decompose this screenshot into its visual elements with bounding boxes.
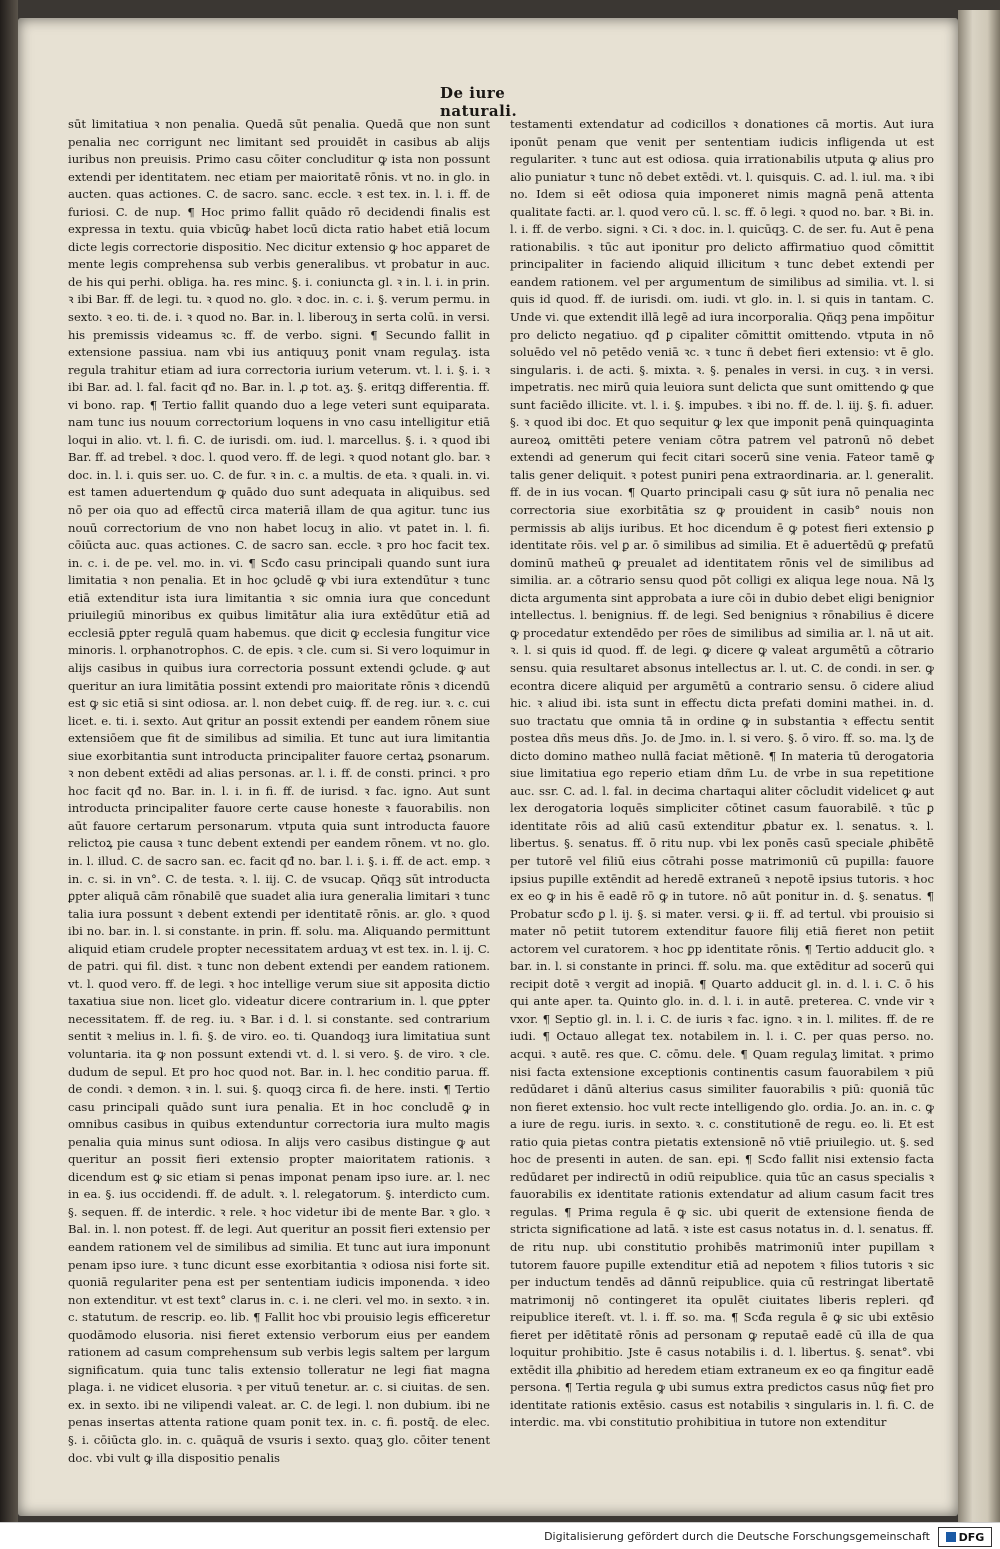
next-page-edge	[958, 10, 1000, 1522]
funding-credit: Digitalisierung gefördert durch die Deutsche Forschungsgemeinschaft	[544, 1530, 930, 1543]
left-column-text: sūt limitatiua ꝛ non penalia. Quedā sūt penalia. Quedā que non sunt penalia nec corrigunt nec limitant sed prouidēt in casibus ab alijs iuribus non preuisis. Primo casu cōiter concluditur ꝙ ista non possunt extendi per identitatem. nec etiam per maioritatē rōnis. vt no. in glo. in aucten. quas actiones. C. de sacro. sanc. eccle. ꝛ est tex. in. l. i. ff. de furiosi. C. de nup. ¶ Hoc primo fallit quādo rō decidendi finalis est expressa in textu. quia vbicūꝙ habet locū dicta ratio habet etiā locum dicte legis correctorie dispositio. Nec dicitur extensio ꝙ hoc apparet de mente legis comprehensa sub verbis generalibus. vt probatur in auc. de his qui perhi. obliga. ha. res minc. §. i. coniuncta gl. ꝛ in. l. i. in prin. ꝛ ibi Bar. ff. de legi. tu. ꝛ quod no. glo. ꝛ doc. in. c. i. §. verum permu. in sexto. ꝛ eo. ti. de. i. ꝛ quod no. Bar. in. l. liberouʒ in serta colū. in versi. his premissis videamus ꝛc. ff. de verbo. signi. ¶ Secundo fallit in extensione passiua. nam vbi ius antiquuʒ ponit vnam regulaʒ. ista regula trahitur etiam ad iura correctoria iurium veterum. vt. l. i. §. i. ꝛ ibi Bar. ad. l. fal. facit qđ no. Bar. in. l. ꝓ tot. aʒ. §. eritqꝫ differentia. ff. vi bono. rap. ¶ Tertio fallit quando duo a lege veteri sunt equiparata. nam tunc ius nouum correctorium loquens in vno casu intelligitur etiā loqui in alio. vt. l. fi. C. de iurisdi. om. iud. l. marcellus. §. i. ꝛ quod ibi Bar. ff. ad trebel. ꝛ doc. l. quod vero. ff. de legi. ꝛ quod notant glo. bar. ꝛ doc. in. l. i. quis ser. uo. C. de fur. ꝛ in. c. a multis. de eta. ꝛ quali. in. vi. est tamen aduertendum ꝙ quādo duo sunt adequata in aliquibus. sed nō per oia quo ad effectū circa materiā illam de qua agitur. tunc ius nouū correctorium de vno non habet locuʒ in alio. vt patet in. l. fi. cōiūcta auc. quas actiones. C. de sacro san. eccle. ꝛ pro hoc facit tex. in. c. i. de pe. vel. mo. in. vi. ¶ Scđo casu principali quando sunt iura limitatia ꝛ non penalia. Et in hoc ꝯcludē ꝙ vbi iura extendūtur ꝛ tunc etiā extenditur ista iura limitantia ꝛ sic omnia iura que concedunt priuilegiū minoribus ex quibus limitātur alia iura extēdūtur etiā ad ecclesiā ꝑpter regulā quam habemus. que dicit ꝙ ecclesia fungitur vice minoris. l. orphanotrophos. C. de epis. ꝛ cle. cum si. Si vero loquimur in alijs casibus in quibus iura correctoria possunt extendi ꝯclude. ꝙ aut queritur an iura limitātia possint extendi pro maioritate rōnis ꝛ dicendū est ꝙ sic etiā si sint odiosa. ar. l. non debet cuiꝙ. ff. de reg. iur. ꝛ. c. cui licet. e. ti. i. sexto. Aut ꝗritur an possit extendi per eandem rōnem siue extensiōem que fit de similibus ad similia. Et tunc aut iura limitantia siue exorbitantia sunt introducta principaliter fauore certaꝝ ꝑsonarum. ꝛ non debent extēdi ad alias personas. ar. l. i. ff. de consti. princi. ꝛ pro hoc facit qđ no. Bar. in. l. i. in fi. ff. de iurisd. ꝛ fac. igno. Aut sunt introducta principaliter fauore certe cause honeste ꝛ fauorabilis. non aūt fauore certarum personarum. vtputa quia sunt introducta fauore relictoꝝ pie causa ꝛ tunc debent extendi per eandem rōnem. vt no. glo. in. l. illud. C. de sacro san. ec. facit qđ no. bar. l. i. §. i. ff. de act. emp. ꝛ in. c. si. in vn°. C. de testa. ꝛ. l. iij. C. de vsucap. Qñqꝫ sūt introducta ꝑpter aliquā cām rōnabilē que suadet alia iura generalia limitari ꝛ tunc talia iura possunt ꝛ debent extendi per identitatē rōnis. ar. glo. ꝛ quod ibi no. bar. in. l. si constante. in prin. ff. solu. ma. Aliquando permittunt aliquid etiam crudele propter necessitatem arduaʒ vt est tex. in. l. ij. C. de patri. qui fil. dist. ꝛ tunc non debent extendi per eandem rationem. vt. l. quod vero. ff. de legi. ꝛ hoc intellige verum siue sit apposita dictio taxatiua siue non. licet glo. videatur dicere contrarium in. l. que ꝑpter necessitatem. ff. de reg. iu. ꝛ Bar. i d. l. si constante. sed contrarium sentit ꝛ melius in. l. fi. §. de viro. eo. ti. Quandoqꝫ iura limitatiua sunt voluntaria. ita ꝙ non possunt extendi vt. d. l. si vero. §. de viro. ꝛ cle. dudum de sepul. Et pro hoc quod not. Bar. in. l. hec conditio parua. ff. de condi. ꝛ demon. ꝛ in. l. sui. §. quoqꝫ circa fi. de here. insti. ¶ Tertio casu principali quādo sunt iura penalia. Et in hoc concludē ꝙ in omnibus casibus in quibus extenduntur correctoria iura multo magis penalia quia minus sunt odiosa. In alijs vero casibus distingue ꝙ aut queritur an possit fieri extensio propter maioritatem rationis. ꝛ dicendum est ꝙ sic etiam si penas imponat penam ipso iure. ar. l. nec in ea. §. ius occidendi. ff. de adult. ꝛ. l. relegatorum. §. interdicto cum. §. sequen. ff. de interdic. ꝛ rele. ꝛ hoc videtur ibi de mente Bar. ꝛ glo. ꝛ Bal. in. l. non potest. ff. de legi. Aut queritur an possit fieri extensio per eandem rationem vel de similibus ad similia. Et tunc aut iura imponunt penam ipso iure. ꝛ tunc dicunt esse exorbitantia ꝛ odiosa nisi forte sit. quoniā regulariter pena est per sententiam iudicis imponenda. ꝛ ideo non extenditur. vt est text° clarus in. c. i. ne cleri. vel mo. in sexto. ꝛ in. c. statutum. de rescrip. eo. lib. ¶ Fallit hoc vbi prouisio legis efficeretur quodāmodo elusoria. nisi fieret extensio verborum eius per eandem rationem ad casum comprehensum sub verbis legis saltem per largum significatum. quia tunc talis extensio tolleratur ne legi fiat magna plaga. i. ne vidicet elusoria. ꝛ per vituū tenetur. ar. c. si ciuitas. de sen. ex. in sexto. ibi ne vilipendi valeat. ar. C. de legi. l. non dubium. ibi ne penas insertas attenta ratione quam ponit tex. in. c. fi. postq̄. de elec. §. i. cōiūcta glo. in. c. quāquā de vsuris i sexto. quaʒ glo. cōiter tenent doc. vbi vult ꝙ illa dispositio penalis	[68, 117, 490, 1465]
dfg-logo	[938, 1527, 992, 1547]
footer-bar	[0, 1522, 1000, 1549]
running-head: De iure naturali.	[440, 84, 518, 120]
right-column-text: testamenti extendatur ad codicillos ꝛ donationes cā mortis. Aut iura iponūt penam que venit per sententiam iudicis infligenda ut est regulariter. ꝛ tunc aut est odiosa. quia irrationabilis utputa ꝙ alius pro alio puniatur ꝛ tunc nō debet extēdi. vt. l. quisquis. C. ad. l. iul. ma. ꝛ ibi no. Idem si eēt odiosa quia imponeret nimis magnā penā attenta qualitate facti. ar. l. quod vero cū. l. sc. ff. ō legi. ꝛ quod no. bar. ꝛ Bi. in. l. i. ff. de verbo. signi. ꝛ Ci. ꝛ doc. in. l. quicūqꝫ. C. de ser. fu. Aut ē pena rationabilis. ꝛ tūc aut iponitur pro delicto affirmatiuo quod cōmittit principaliter in faciendo aliquid illicitum ꝛ tunc debet extendi per eandem rationem. vel per argumentum de similibus ad similia. vt. l. si quis id quod. ff. de iurisdi. om. iudi. vt glo. in. l. si quis in tantam. C. Unde vi. que extendit illā legē ad iura incorporalia. Qñqꝫ pena impōitur pro delicto negatiuo. qđ ꝑ cipaliter cōmittit omittendo. vtputa in nō soluēdo vel nō petēdo veniā ꝛc. ꝛ tunc ñ debet fieri extensio: vt ē glo. singularis. i. de acti. §. mixta. ꝛ. §. penales in versi. in cuʒ. ꝛ in versi. impetratis. nec mirū quia leuiora sunt delicta que sunt omittendo ꝙ que sunt faciēdo illicite. vt. l. i. §. impubes. ꝛ ibi no. ff. de. l. iij. §. fi. aduer. §. ꝛ quod ibi doc. Et quo sequitur ꝙ lex que imponit penā quinquaginta aureoꝝ omittēti petere veniam cōtra patrem vel patronū nō debet extendi ad generum qui fecit citari socerū sine venia. Fateor tamē ꝙ talis gener deliquit. ꝛ potest puniri pena extraordinaria. ar. l. generalit. ff. de in ius vocan. ¶ Quarto principali casu ꝙ sūt iura nō penalia nec correctoria siue exorbitātia sz ꝙ prouident in casib° nouis non permissis ab alijs iuribus. Et hoc dicendum ē ꝙ potest fieri extensio ꝑ identitate rōis. vel ꝑ ar. ō similibus ad similia. Et ē aduertēdū ꝙ prefatū dominū matheū ꝙ preualet ad identitatem rōnis vel de similibus ad similia. ar. a cōtrario sensu quod pōt colligi ex aliqua lege noua. Nā lʒ dicta argumenta sint approbata a iure cōi in dubio debet eligi benignior intellectus. l. benignius. ff. de legi. Sed benignius ꝛ rōnabilius ē dicere ꝙ procedatur extendēdo per rōes de similibus ad similia ar. l. nā ut ait. ꝛ. l. si quis id quod. ff. de legi. ꝙ dicere ꝙ valeat argumētū a cōtrario sensu. quia resultaret absonus intellectus ar. l. ut. C. de condi. in ser. ꝙ econtra dicere aliquid per argumētū a contrario sensu. ō cidere aliud hic. ꝛ aliud ibi. ista sunt in effectu dicta prefati domini mathei. in. d. suo tractatu que omnia tā in ordine ꝙ in substantia ꝛ effectu sentit postea dñs meus dñs. Jo. de Jmo. in. l. si vero. §. ō viro. ff. so. ma. lʒ de dicto domino matheo nullā faciat mētionē. ¶ In materia tū derogatoria siue limitatiua ego reperio etiam dñm Lu. de vrbe in sua repetitione auc. ssr. C. ad. l. fal. in decima chartaqui aliter cōcludit videlicet ꝙ aut lex derogatoria loquēs simpliciter cōtinet casum fauorabilē. ꝛ tūc ꝑ identitate rōis ad aliū casū extenditur ꝓbatur ex. l. senatus. ꝛ. l. libertus. §. senatus. ff. ō ritu nup. vbi lex ponēs casū speciale ꝓhibētē per tutorē vel filiū eius cōtrahi posse matrimoniū cū pupilla: fauore ipsius pupille extēndit ad heredē extraneū ꝛ nepotē ipsius tutoris. ꝛ hoc ex eo ꝙ in his ē eadē rō ꝙ in tutore. nō aūt ponitur in. d. §. senatus. ¶ Probatur scđo ꝑ l. ij. §. si mater. versi. ꝙ ii. ff. ad tertul. vbi prouisio si mater nō petiit tutorem extenditur fauore filij etiā fieret non petiit actorem vel curatorem. ꝛ hoc ꝑp identitate rōnis. ¶ Tertio adducit glo. ꝛ bar. in. l. si constante in princi. ff. solu. ma. que extēditur ad socerū qui recipit dotē ꝛ vergit ad inopiā. ¶ Quarto adducit gl. in. d. l. i. C. ō his qui ante aper. ta. Quinto glo. in. d. l. i. in autē. preterea. C. vnde vir ꝛ vxor. ¶ Septio gl. in. l. i. C. de iuris ꝛ fac. igno. ꝛ in. l. milites. ff. de re iudi. ¶ Octauo allegat tex. notabilem in. l. i. C. per quas perso. no. acqui. ꝛ autē. res que. C. cōmu. dele. ¶ Quam regulaʒ limitat. ꝛ primo nisi facta extensione exceptionis continentis casum fauorabilem ꝛ piū redūdaret i dānū alterius casus similiter fauorabilis ꝛ piū: quoniā tūc non fieret extensio. hoc vult recte intelligendo glo. ordia. Jo. an. in. c. ꝙ a iure de regu. iuris. in sexto. ꝛ. c. constitutionē de regu. eo. li. Et est ratio quia pietas contra pietatis extensionē nō vtiē priuilegio. ut. §. sed hoc de presenti in auten. de san. epi. ¶ Scđo fallit nisi extensio facta redūdaret per indirectū in odiū reipublice. quia tūc an casus specialis ꝛ fauorabilis ex identitate rationis extendatur ad alium casum facit tres regulas. ¶ Prima regula ē ꝙ sic. ubi querit de extensione fienda de stricta significatione ad latā. ꝛ iste est casus notatus in. d. l. senatus. ff. de ritu nup. ubi constitutio prohibēs matrimoniū inter pupillam ꝛ tutorem fauore pupille extenditur etiā ad nepotem ꝛ filios tutoris ꝛ sic per inductum tendēs ad dānnū reipublice. quia cū restringat libertatē matrimonij nō contingeret ita opulēt ciuitates liberis repleri. qđ reipublice itereſt. vt. l. i. ff. so. ma. ¶ Scđa regula ē ꝙ sic ubi extēsio fieret per idētitatē rōnis ad personam ꝙ reputaē eadē cū illa de qua loquitur prohibitio. Jste ē casus notabilis i. d. l. libertus. §. senat°. vbi extēdit illa ꝓhibitio ad heredem etiam extraneum ex eo qa fingitur eadē persona. ¶ Tertia regula ꝙ ubi sumus extra predictos casus nūꝙ fiet pro identitate rationis extēsio. casus est notabilis ꝛ singularis in. l. fi. C. de interdic. ma. vbi constitutio prohibitiua in tutore non extenditur	[510, 117, 934, 1430]
left-text-column	[68, 116, 490, 1498]
right-text-column	[510, 116, 934, 1448]
dfg-logo-text: DFG	[958, 1530, 985, 1544]
binding-edge	[0, 0, 18, 1522]
dfg-logo-mark-icon	[946, 1532, 956, 1542]
